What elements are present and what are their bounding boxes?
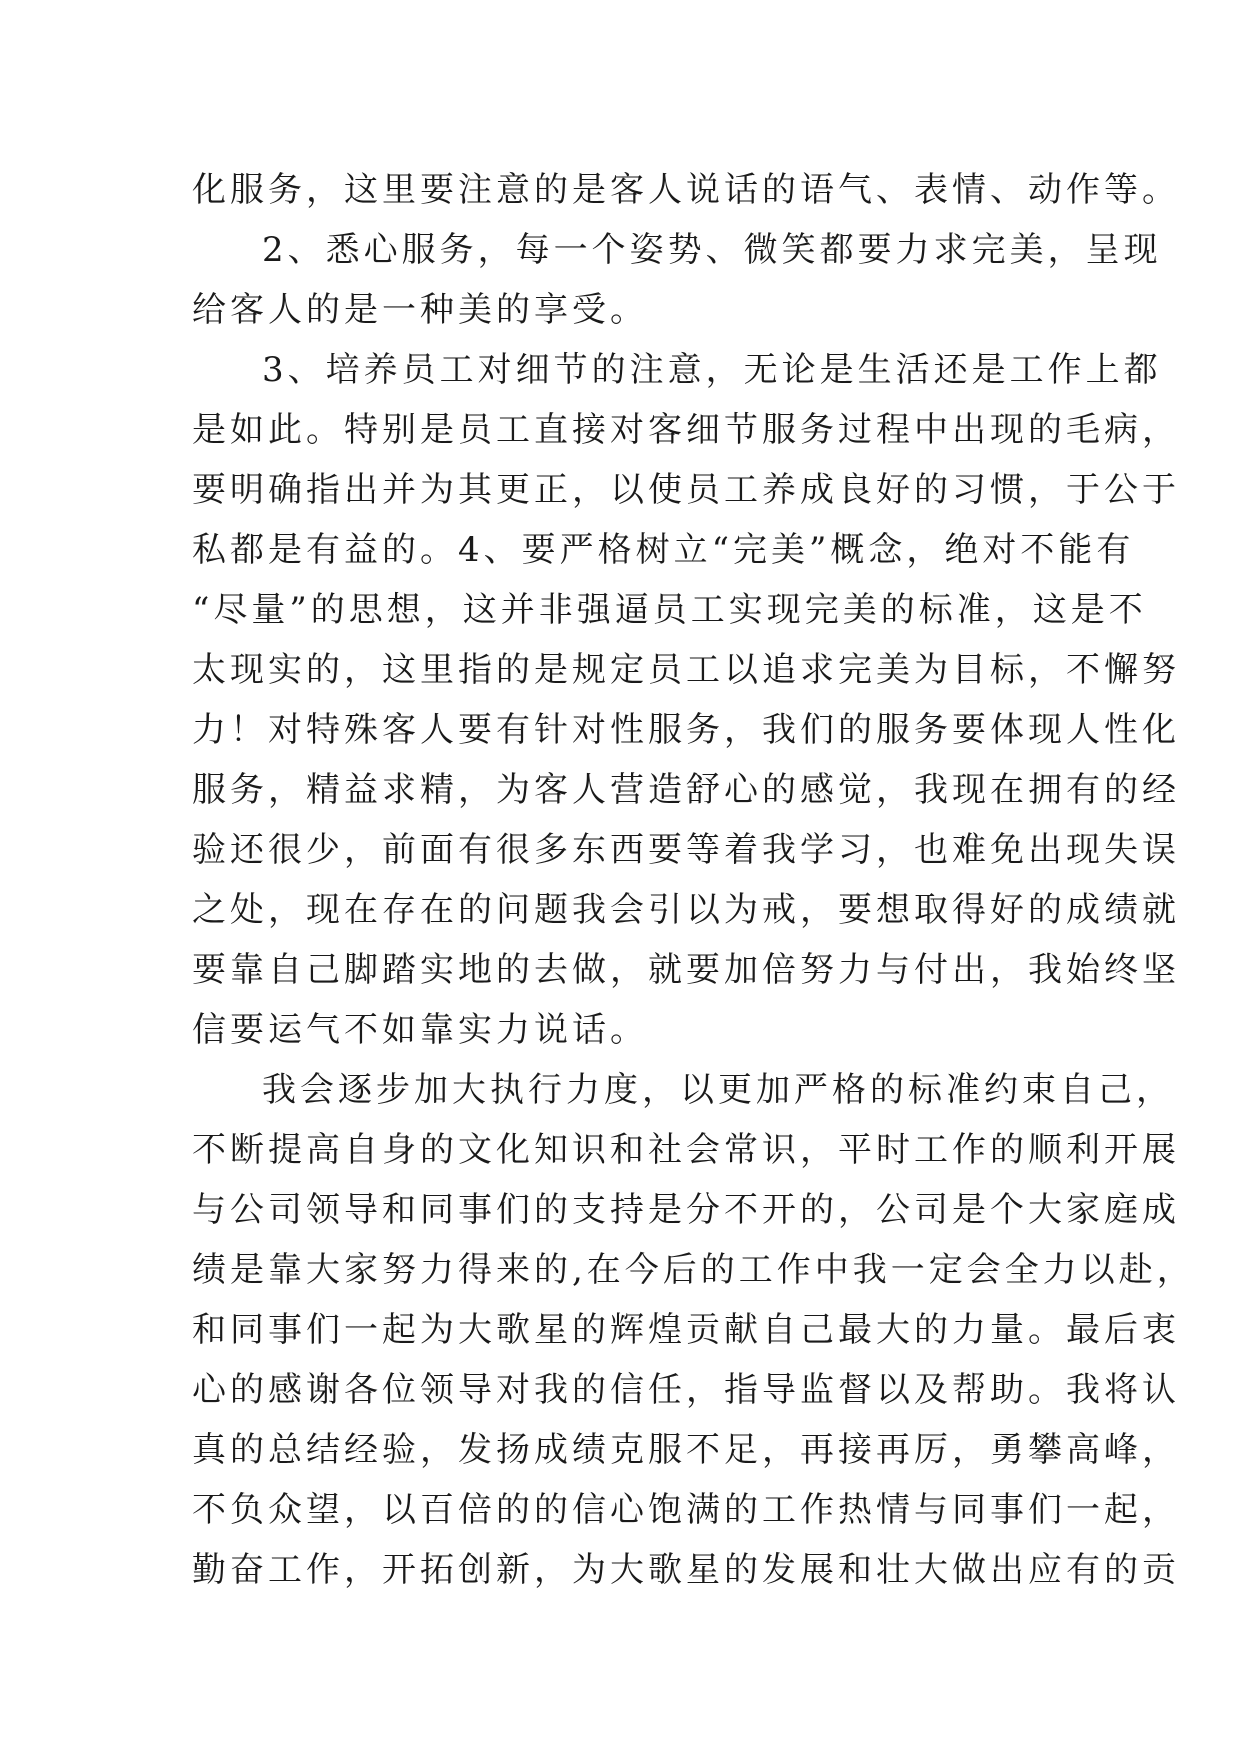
text-line-20: 和同事们一起为大歌星的辉煌贡献自己最大的力量。最后衷 — [192, 1310, 1180, 1350]
text-line-18: 与公司领导和同事们的支持是分不开的，公司是个大家庭成 — [192, 1190, 1180, 1230]
text-line-10: 力！对特殊客人要有针对性服务，我们的服务要体现人性化 — [192, 710, 1180, 750]
text-line-13: 之处，现在存在的问题我会引以为戒，要想取得好的成绩就 — [192, 890, 1180, 930]
text-line-21: 心的感谢各位领导对我的信任，指导监督以及帮助。我将认 — [192, 1370, 1180, 1410]
text-line-7: 私都是有益的。4、要严格树立“完美”概念，绝对不能有 — [192, 530, 1135, 570]
text-line-6: 要明确指出并为其更正，以使员工养成良好的习惯，于公于 — [192, 470, 1180, 510]
text-line-24: 勤奋工作，开拓创新，为大歌星的发展和壮大做出应有的贡 — [192, 1550, 1180, 1590]
text-line-23: 不负众望，以百倍的的信心饱满的工作热情与同事们一起， — [192, 1490, 1180, 1530]
text-line-17: 不断提高自身的文化知识和社会常识，平时工作的顺利开展 — [192, 1130, 1180, 1170]
text-line-14: 要靠自己脚踏实地的去做，就要加倍努力与付出，我始终坚 — [192, 950, 1180, 990]
text-line-4: 3、培养员工对细节的注意，无论是生活还是工作上都 — [262, 350, 1162, 390]
text-line-3: 给客人的是一种美的享受。 — [192, 290, 648, 330]
text-line-1: 化服务，这里要注意的是客人说话的语气、表情、动作等。 — [192, 170, 1180, 210]
text-line-2: 2、悉心服务，每一个姿势、微笑都要力求完美，呈现 — [262, 230, 1162, 270]
text-line-9: 太现实的，这里指的是规定员工以追求完美为目标，不懈努 — [192, 650, 1180, 690]
text-line-16: 我会逐步加大执行力度，以更加严格的标准约束自己， — [262, 1070, 1174, 1110]
text-line-11: 服务，精益求精，为客人营造舒心的感觉，我现在拥有的经 — [192, 770, 1180, 810]
text-line-8: “尽量”的思想，这并非强逼员工实现完美的标准，这是不 — [192, 590, 1147, 630]
text-line-15: 信要运气不如靠实力说话。 — [192, 1010, 648, 1050]
text-line-12: 验还很少，前面有很多东西要等着我学习，也难免出现失误 — [192, 830, 1180, 870]
text-line-22: 真的总结经验，发扬成绩克服不足，再接再厉，勇攀高峰， — [192, 1430, 1180, 1470]
text-line-5: 是如此。特别是员工直接对客细节服务过程中出现的毛病， — [192, 410, 1180, 450]
body-text — [192, 160, 1195, 1600]
text-line-19: 绩是靠大家努力得来的,在今后的工作中我一定会全力以赴， — [192, 1250, 1195, 1290]
